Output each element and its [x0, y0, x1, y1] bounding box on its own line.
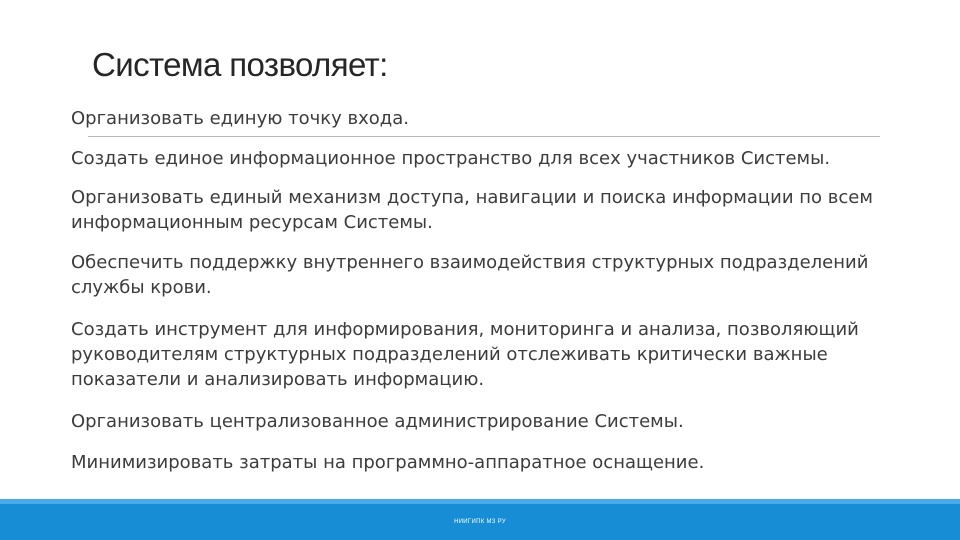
title-divider [88, 136, 880, 137]
list-item: Создать инструмент для информирования, мониторинга и анализа, позволяющий руководителям структурных подразделений отслеживать критически важные показатели и анализировать информацию. [71, 319, 859, 390]
slide-title: Система позволяет: [92, 46, 388, 83]
list-item: Организовать единый механизм доступа, навигации и поиска информации по всем информационным ресурсам Системы. [71, 187, 873, 233]
list-item: Обеспечить поддержку внутреннего взаимодействия структурных подразделений службы крови. [71, 252, 869, 298]
list-item: Организовать централизованное администрирование Системы. [71, 411, 684, 432]
footer-bar [0, 499, 960, 540]
list-item: Минимизировать затраты на программно-аппаратное оснащение. [71, 452, 705, 473]
list-item: Организовать единую точку входа. [71, 108, 409, 129]
footer-accent-strip [0, 499, 960, 504]
list-item: Создать единое информационное пространство для всех участников Системы. [71, 148, 831, 169]
footer-text: НИИГИПК МЗ РУ [454, 519, 506, 525]
